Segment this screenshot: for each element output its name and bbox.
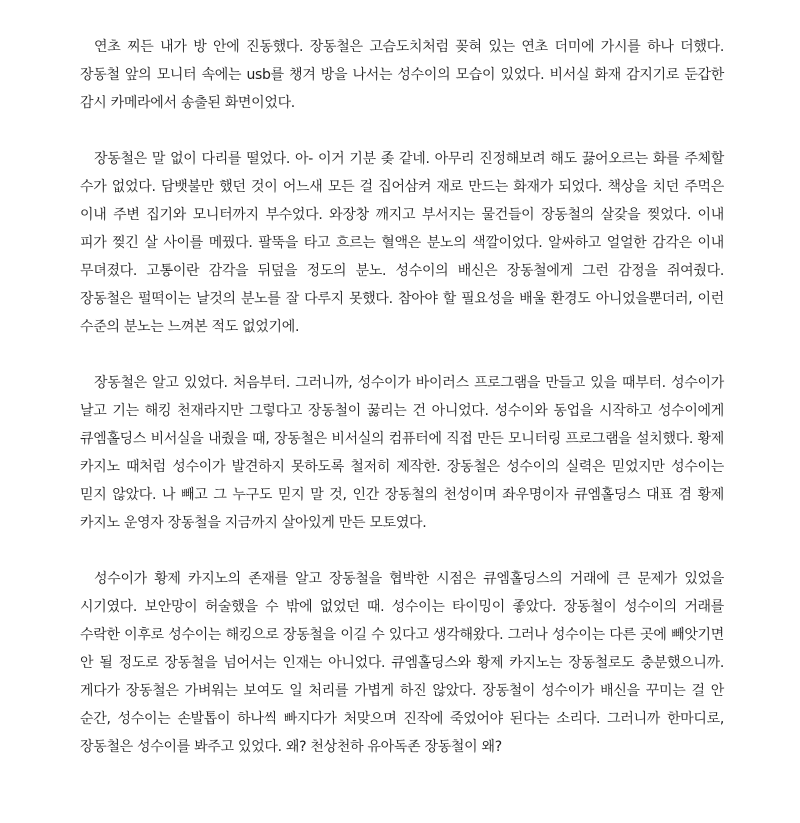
- paragraph-4: 성수이가 황제 카지노의 존재를 알고 장동철을 협박한 시점은 큐엠홀딩스의 거래에 큰 문제가 있었을 시기였다. 보안망이 허술했을 수 밖에 없었던 때. 성수이는 타이밍이 좋았다. 장동철이 성수이의 거래를 수락한 이후로 성수이는 해킹으로 장동철을 이길 수 있다고 생각해왔다. 그러나 성수이는 다른 곳에 빼앗기면 안 될 정도로 장동철을 넘어서는 인재는 아니었다. 큐엠홀딩스와 황제 카지노는 장동철로도 충분했으니까. 게다가 장동철은 가벼워는 보여도 일 처리를 가볍게 하진 않았다. 장동철이 성수이가 배신을 꾸미는 걸 안 순간, 성수이는 손발톱이 하나씩 빠지다가 처맞으며 진작에 죽었어야 된다는 소리다. 그러니까 한마디로, 장동철은 성수이를 봐주고 있었다. 왜? 천상천하 유아독존 장동철이 왜?: [80, 571, 724, 755]
- paragraph-1: 연초 찌든 내가 방 안에 진동했다. 장동철은 고슴도치처럼 꽂혀 있는 연초 더미에 가시를 하나 더했다. 장동철 앞의 모니터 속에는 usb를 챙겨 방을 나서는 성수이의 모습이 있었다. 비서실 화재 감지기로 둔갑한 감시 카메라에서 송출된 화면이었다.: [80, 39, 724, 111]
- paragraph-2: 장동철은 말 없이 다리를 떨었다. 아- 이거 기분 좆 같네. 아무리 진정해보려 해도 끓어오르는 화를 주체할 수가 없었다. 담뱃불만 했던 것이 어느새 모든 걸 집어삼켜 재로 만드는 화재가 되었다. 책상을 치던 주먹은 이내 주변 집기와 모니터까지 부수었다. 와장창 깨지고 부서지는 물건들이 장동철의 살갗을 찢었다. 이내 피가 찢긴 살 사이를 메꿨다. 팔뚝을 타고 흐르는 혈액은 분노의 색깔이었다. 알싸하고 얼얼한 감각은 이내 무뎌졌다. 고통이란 감각을 뒤덮을 정도의 분노. 성수이의 배신은 장동철에게 그런 감정을 쥐여줬다. 장동철은 펄떡이는 날것의 분노를 잘 다루지 못했다. 참아야 할 필요성을 배울 환경도 아니었을뿐더러, 이런 수준의 분노는 느껴본 적도 없었기에.: [80, 151, 724, 335]
- document-body: [80, 33, 724, 761]
- paragraph-3: 장동철은 알고 있었다. 처음부터. 그러니까, 성수이가 바이러스 프로그램을 만들고 있을 때부터. 성수이가 날고 기는 해킹 천재라지만 그렇다고 장동철이 꿇리는 건 아니었다. 성수이와 동업을 시작하고 성수이에게 큐엠홀딩스 비서실을 내줬을 때, 장동철은 비서실의 컴퓨터에 직접 만든 모니터링 프로그램을 설치했다. 황제 카지노 때처럼 성수이가 발견하지 못하도록 철저히 제작한. 장동철은 성수이의 실력은 믿었지만 성수이는 믿지 않았다. 나 빼고 그 누구도 믿지 말 것, 인간 장동철의 천성이며 좌우명이자 큐엠홀딩스 대표 겸 황제 카지노 운영자 장동철을 지금까지 살아있게 만든 모토였다.: [80, 375, 724, 531]
